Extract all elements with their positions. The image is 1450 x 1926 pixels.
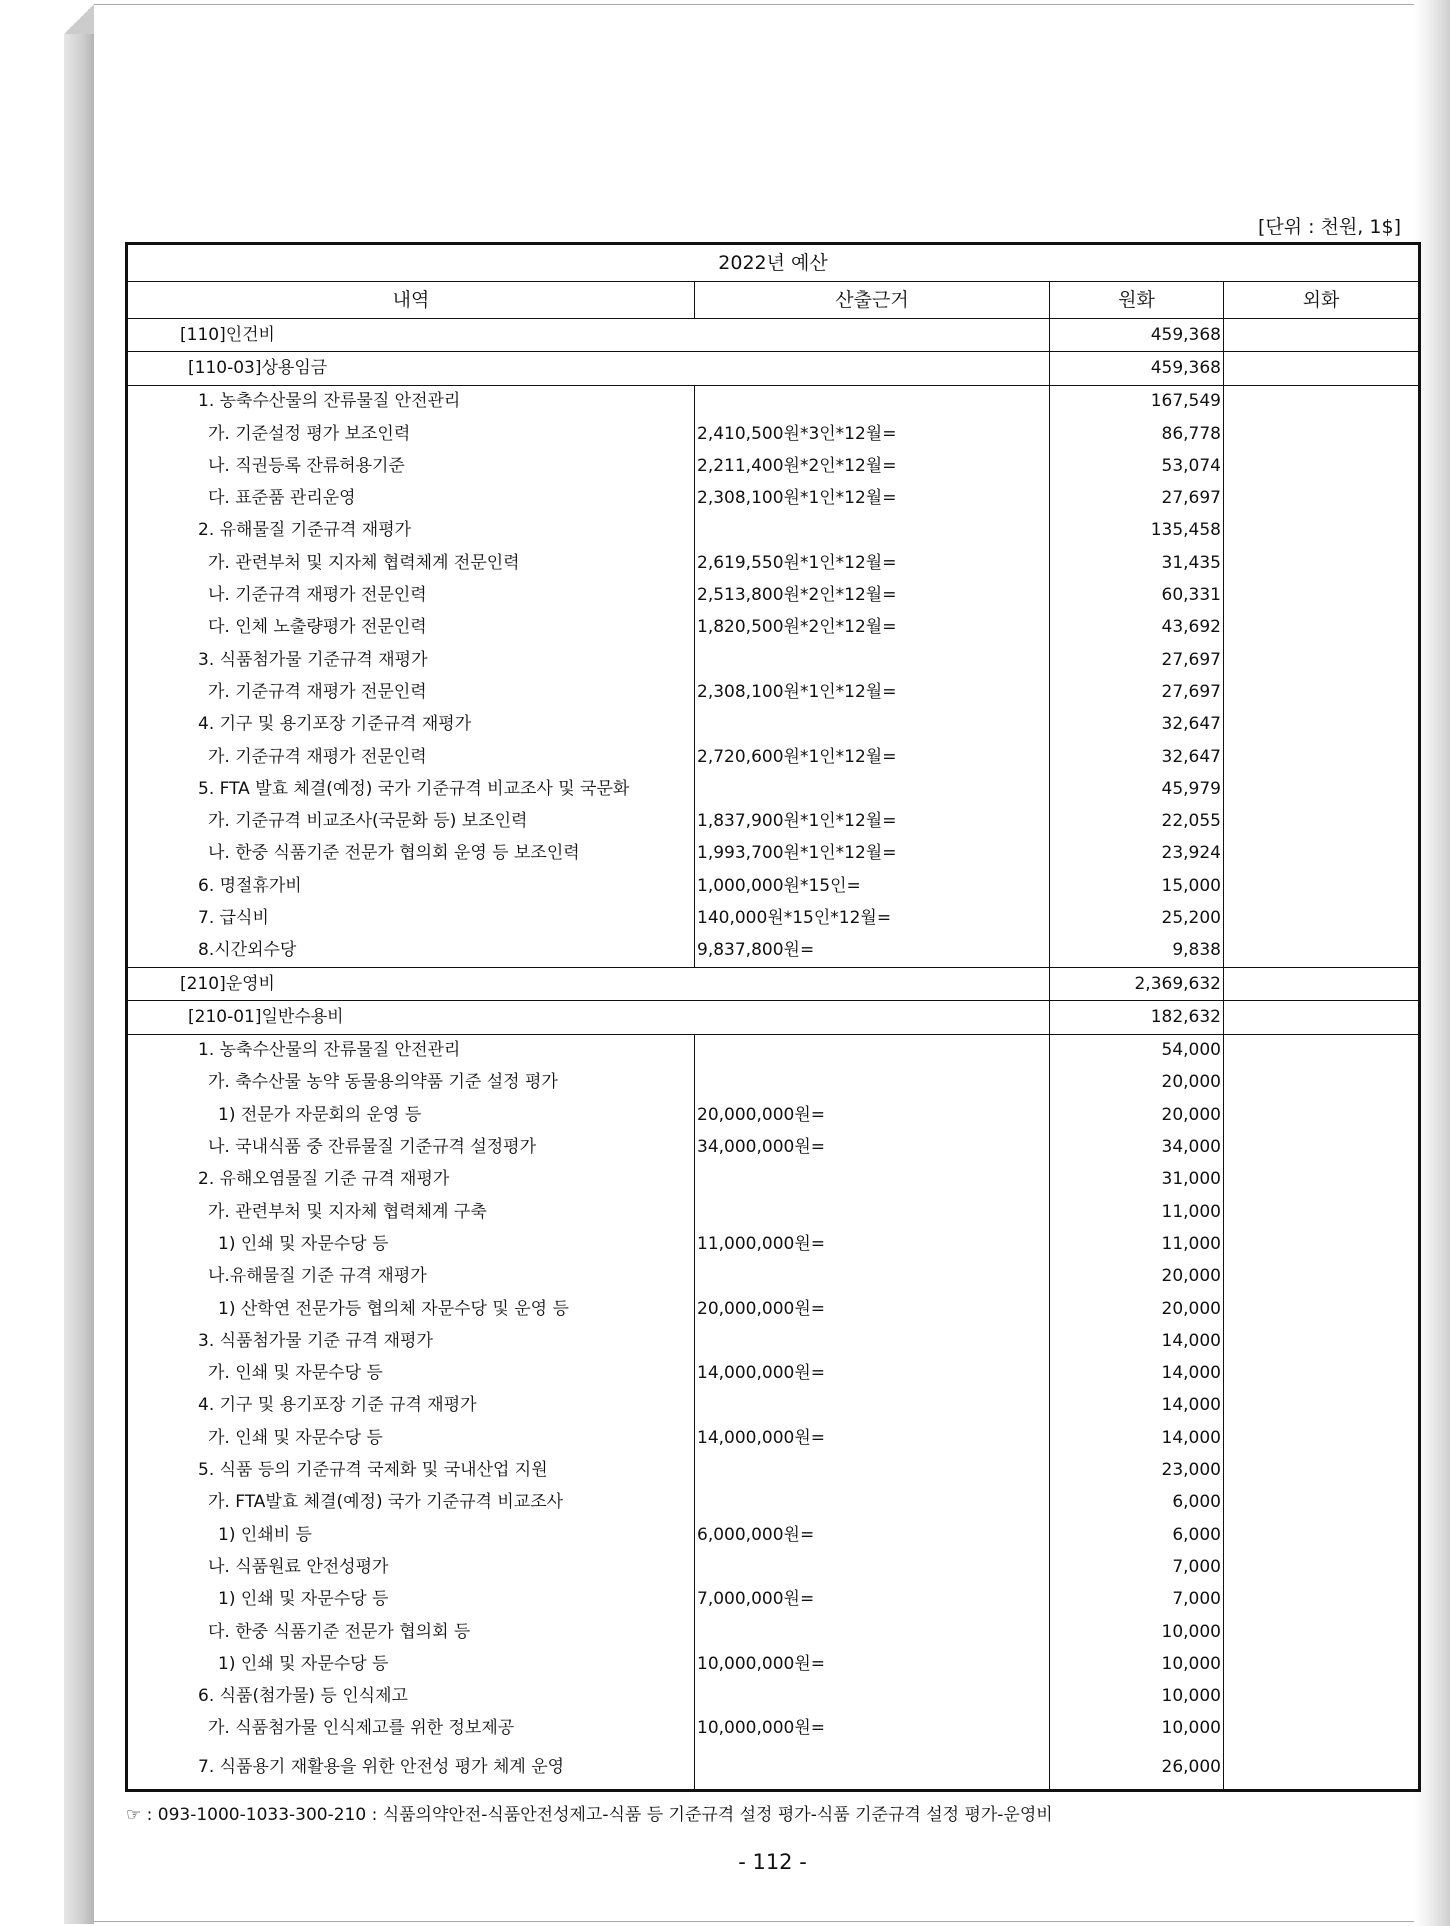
- row-amount-krw: 32,647: [1050, 709, 1224, 741]
- row-amount-krw: 60,331: [1050, 579, 1224, 611]
- row-amount-foreign: [1224, 838, 1420, 870]
- table-row: [127, 870, 1420, 902]
- row-amount-krw: 10,000: [1050, 1616, 1224, 1648]
- table-row: [127, 1228, 1420, 1260]
- row-amount-krw: 459,368: [1050, 352, 1224, 385]
- row-basis: [695, 1616, 1050, 1648]
- row-item-label: 6. 명절휴가비: [198, 875, 302, 896]
- row-basis: 1,993,700원*1인*12월=: [695, 838, 1050, 870]
- row-amount-foreign: [1224, 741, 1420, 773]
- row-amount-foreign: [1224, 1067, 1420, 1099]
- row-item-label: 5. 식품 등의 기준규격 국제화 및 국내산업 지원: [198, 1460, 548, 1481]
- row-item-label: 7. 급식비: [198, 907, 269, 928]
- row-amount-krw: 14,000: [1050, 1422, 1224, 1454]
- row-basis: [695, 1067, 1050, 1099]
- row-amount-krw: 27,697: [1050, 644, 1224, 676]
- table-row: [127, 547, 1420, 579]
- row-amount-krw: 6,000: [1050, 1519, 1224, 1551]
- row-item-label: [210]운영비: [127, 967, 1050, 1000]
- budget-table: [125, 242, 1421, 1792]
- row-amount-foreign: [1224, 450, 1420, 482]
- row-item-label: 나. 한중 식품기준 전문가 협의회 운영 등 보조인력: [208, 843, 580, 864]
- table-row: [127, 1680, 1420, 1712]
- table-row: [127, 1551, 1420, 1583]
- row-amount-foreign: [1224, 1680, 1420, 1712]
- row-amount-foreign: [1224, 1325, 1420, 1357]
- row-basis: 140,000원*15인*12월=: [695, 902, 1050, 934]
- header-basis: 산출근거: [695, 282, 1050, 319]
- budget-table-body: [127, 319, 1420, 1791]
- row-basis: 20,000,000원=: [695, 1099, 1050, 1131]
- table-row: [127, 967, 1420, 1000]
- row-basis: 14,000,000원=: [695, 1358, 1050, 1390]
- header-foreign: 외화: [1224, 282, 1420, 319]
- row-basis: [695, 773, 1050, 805]
- row-amount-foreign: [1224, 319, 1420, 352]
- row-item-label: 1. 농축수산물의 잔류물질 안전관리: [127, 385, 695, 418]
- row-amount-foreign: [1224, 418, 1420, 450]
- row-item-label: 1. 농축수산물의 잔류물질 안전관리: [127, 1034, 695, 1067]
- row-amount-krw: 15,000: [1050, 870, 1224, 902]
- row-amount-krw: 14,000: [1050, 1358, 1224, 1390]
- row-amount-foreign: [1224, 1713, 1420, 1745]
- row-amount-foreign: [1224, 1358, 1420, 1390]
- row-item-label: 4. 기구 및 용기포장 기준규격 재평가: [198, 714, 472, 735]
- row-amount-krw: 20,000: [1050, 1261, 1224, 1293]
- row-basis: [695, 1325, 1050, 1357]
- row-basis: 7,000,000원=: [695, 1584, 1050, 1616]
- row-basis: 2,410,500원*3인*12월=: [695, 418, 1050, 450]
- row-basis: 6,000,000원=: [695, 1519, 1050, 1551]
- table-row: [127, 935, 1420, 968]
- row-amount-foreign: [1224, 773, 1420, 805]
- row-basis: 2,211,400원*2인*12월=: [695, 450, 1050, 482]
- row-amount-foreign: [1224, 1551, 1420, 1583]
- row-amount-krw: 6,000: [1050, 1487, 1224, 1519]
- table-row: [127, 1713, 1420, 1745]
- row-basis: [695, 1261, 1050, 1293]
- row-basis: [695, 1680, 1050, 1712]
- row-amount-krw: 20,000: [1050, 1067, 1224, 1099]
- table-row: [127, 1325, 1420, 1357]
- row-amount-krw: 14,000: [1050, 1325, 1224, 1357]
- row-item-label: 2. 유해오염물질 기준 규격 재평가: [198, 1169, 450, 1190]
- row-basis: 1,837,900원*1인*12월=: [695, 805, 1050, 837]
- row-basis: 9,837,800원=: [695, 935, 1050, 968]
- row-item-label: 3. 식품첨가물 기준 규격 재평가: [198, 1330, 433, 1351]
- row-item-label: 다. 표준품 관리운영: [208, 488, 356, 509]
- footnote: ☞ : 093-1000-1033-300-210 : 식품의약안전-식품안전성제고-식품 등 기준규격 설정 평가-식품 기준규격 설정 평가-운영비: [126, 1805, 1053, 1825]
- table-header-row: [127, 282, 1420, 319]
- row-amount-krw: 53,074: [1050, 450, 1224, 482]
- row-amount-foreign: [1224, 385, 1420, 418]
- row-amount-krw: 10,000: [1050, 1680, 1224, 1712]
- row-item-label: 가. 기준규격 비교조사(국문화 등) 보조인력: [208, 811, 528, 832]
- row-item-label: 나. 국내식품 중 잔류물질 기준규격 설정평가: [208, 1137, 537, 1158]
- row-amount-foreign: [1224, 1422, 1420, 1454]
- table-row: [127, 1067, 1420, 1099]
- row-amount-krw: 26,000: [1050, 1745, 1224, 1791]
- row-amount-foreign: [1224, 870, 1420, 902]
- row-item-label: 다. 한중 식품기준 전문가 협의회 등: [208, 1621, 471, 1642]
- row-amount-foreign: [1224, 805, 1420, 837]
- row-amount-krw: 20,000: [1050, 1099, 1224, 1131]
- table-row: [127, 838, 1420, 870]
- table-row: [127, 352, 1420, 385]
- row-amount-foreign: [1224, 1131, 1420, 1163]
- row-amount-foreign: [1224, 515, 1420, 547]
- row-amount-foreign: [1224, 1293, 1420, 1325]
- row-basis: 20,000,000원=: [695, 1293, 1050, 1325]
- table-row: [127, 1034, 1420, 1067]
- row-amount-krw: 11,000: [1050, 1196, 1224, 1228]
- row-basis: 14,000,000원=: [695, 1422, 1050, 1454]
- table-row: [127, 1616, 1420, 1648]
- row-amount-krw: 10,000: [1050, 1713, 1224, 1745]
- table-row: [127, 1584, 1420, 1616]
- table-row: [127, 450, 1420, 482]
- book-left-edge: [64, 4, 94, 1924]
- row-item-label: 7. 식품용기 재활용을 위한 안전성 평가 체계 운영: [198, 1756, 565, 1777]
- row-amount-foreign: [1224, 1390, 1420, 1422]
- table-row: [127, 515, 1420, 547]
- row-amount-foreign: [1224, 935, 1420, 968]
- row-basis: 2,720,600원*1인*12월=: [695, 741, 1050, 773]
- row-basis: [695, 1487, 1050, 1519]
- table-row: [127, 709, 1420, 741]
- row-basis: [695, 1454, 1050, 1486]
- table-row: [127, 418, 1420, 450]
- row-item-label: 가. 축수산물 농약 동물용의약품 기준 설정 평가: [208, 1072, 558, 1093]
- table-row: [127, 1454, 1420, 1486]
- table-row: [127, 1196, 1420, 1228]
- row-amount-foreign: [1224, 676, 1420, 708]
- row-item-label: 다. 인체 노출량평가 전문인력: [208, 617, 427, 638]
- row-item-label: 가. 기준규격 재평가 전문인력: [208, 681, 427, 702]
- table-row: [127, 1648, 1420, 1680]
- row-item-label: 8.시간외수당: [198, 940, 297, 961]
- row-amount-foreign: [1224, 1454, 1420, 1486]
- row-amount-krw: 43,692: [1050, 612, 1224, 644]
- row-item-label: 가. 관련부처 및 지자체 협력체계 전문인력: [208, 552, 520, 573]
- row-item-label: 3. 식품첨가물 기준규격 재평가: [198, 649, 428, 670]
- row-amount-krw: 31,000: [1050, 1164, 1224, 1196]
- row-basis: 2,308,100원*1인*12월=: [695, 482, 1050, 514]
- table-row: [127, 1131, 1420, 1163]
- row-amount-krw: 14,000: [1050, 1390, 1224, 1422]
- row-amount-krw: 135,458: [1050, 515, 1224, 547]
- table-row: [127, 1099, 1420, 1131]
- row-item-label: 1) 인쇄비 등: [218, 1524, 312, 1545]
- row-basis: 2,619,550원*1인*12월=: [695, 547, 1050, 579]
- table-row: [127, 579, 1420, 611]
- row-item-label: 1) 전문가 자문회의 운영 등: [218, 1104, 422, 1125]
- table-row: [127, 1358, 1420, 1390]
- row-amount-krw: 27,697: [1050, 676, 1224, 708]
- row-amount-foreign: [1224, 1616, 1420, 1648]
- unit-label: [단위 : 천원, 1$]: [1258, 216, 1401, 238]
- table-row: [127, 741, 1420, 773]
- header-krw: 원화: [1050, 282, 1224, 319]
- row-amount-foreign: [1224, 1164, 1420, 1196]
- row-item-label: 1) 인쇄 및 자문수당 등: [218, 1653, 389, 1674]
- row-amount-krw: 459,368: [1050, 319, 1224, 352]
- row-amount-krw: 11,000: [1050, 1228, 1224, 1260]
- row-item-label: 가. 기준설정 평가 보조인력: [208, 423, 411, 444]
- row-item-label: 가. FTA발효 체결(예정) 국가 기준규격 비교조사: [208, 1492, 564, 1513]
- table-row: [127, 773, 1420, 805]
- row-amount-krw: 34,000: [1050, 1131, 1224, 1163]
- row-amount-foreign: [1224, 644, 1420, 676]
- row-amount-krw: 23,924: [1050, 838, 1224, 870]
- row-basis: [695, 1034, 1050, 1067]
- table-row: [127, 1001, 1420, 1034]
- row-item-label: [210-01]일반수용비: [127, 1001, 1050, 1034]
- table-row: [127, 1487, 1420, 1519]
- row-amount-foreign: [1224, 1196, 1420, 1228]
- table-row: [127, 1261, 1420, 1293]
- row-amount-krw: 167,549: [1050, 385, 1224, 418]
- row-item-label: [110]인건비: [127, 319, 1050, 352]
- row-amount-foreign: [1224, 612, 1420, 644]
- row-amount-foreign: [1224, 1648, 1420, 1680]
- row-amount-foreign: [1224, 967, 1420, 1000]
- table-row: [127, 1164, 1420, 1196]
- row-basis: 2,513,800원*2인*12월=: [695, 579, 1050, 611]
- row-basis: [695, 515, 1050, 547]
- row-amount-foreign: [1224, 482, 1420, 514]
- table-row: [127, 902, 1420, 934]
- row-amount-krw: 7,000: [1050, 1551, 1224, 1583]
- row-amount-foreign: [1224, 1519, 1420, 1551]
- row-item-label: 가. 인쇄 및 자문수당 등: [208, 1427, 383, 1448]
- row-amount-foreign: [1224, 579, 1420, 611]
- row-basis: 1,820,500원*2인*12월=: [695, 612, 1050, 644]
- table-row: [127, 612, 1420, 644]
- table-row: [127, 482, 1420, 514]
- table-row: [127, 1422, 1420, 1454]
- table-title-row: [127, 244, 1420, 282]
- table-row: [127, 676, 1420, 708]
- row-basis: [695, 385, 1050, 418]
- row-amount-krw: 22,055: [1050, 805, 1224, 837]
- row-amount-foreign: [1224, 709, 1420, 741]
- row-amount-krw: 31,435: [1050, 547, 1224, 579]
- table-title: 2022년 예산: [127, 244, 1420, 282]
- row-amount-krw: 27,697: [1050, 482, 1224, 514]
- row-basis: [695, 1164, 1050, 1196]
- table-row: [127, 319, 1420, 352]
- row-basis: 1,000,000원*15인=: [695, 870, 1050, 902]
- row-amount-krw: 23,000: [1050, 1454, 1224, 1486]
- row-amount-krw: 2,369,632: [1050, 967, 1224, 1000]
- row-amount-krw: 86,778: [1050, 418, 1224, 450]
- row-basis: [695, 644, 1050, 676]
- row-amount-krw: 182,632: [1050, 1001, 1224, 1034]
- row-item-label: 나. 직권등록 잔류허용기준: [208, 455, 405, 476]
- row-item-label: 가. 식품첨가물 인식제고를 위한 정보제공: [208, 1718, 515, 1739]
- row-item-label: 가. 인쇄 및 자문수당 등: [208, 1363, 383, 1384]
- row-amount-foreign: [1224, 1261, 1420, 1293]
- row-item-label: 5. FTA 발효 체결(예정) 국가 기준규격 비교조사 및 국문화: [198, 778, 630, 799]
- table-row: [127, 1390, 1420, 1422]
- row-amount-foreign: [1224, 1001, 1420, 1034]
- row-amount-krw: 10,000: [1050, 1648, 1224, 1680]
- row-amount-foreign: [1224, 1584, 1420, 1616]
- row-basis: 34,000,000원=: [695, 1131, 1050, 1163]
- row-amount-krw: 7,000: [1050, 1584, 1224, 1616]
- row-amount-krw: 25,200: [1050, 902, 1224, 934]
- row-item-label: [110-03]상용임금: [127, 352, 1050, 385]
- row-basis: [695, 709, 1050, 741]
- row-item-label: 나.유해물질 기준 규격 재평가: [208, 1266, 427, 1287]
- row-amount-foreign: [1224, 352, 1420, 385]
- row-basis: [695, 1196, 1050, 1228]
- row-amount-krw: 45,979: [1050, 773, 1224, 805]
- row-item-label: 나. 식품원료 안전성평가: [208, 1556, 389, 1577]
- row-basis: 10,000,000원=: [695, 1648, 1050, 1680]
- row-amount-foreign: [1224, 902, 1420, 934]
- row-basis: [695, 1551, 1050, 1583]
- row-item-label: 1) 인쇄 및 자문수당 등: [218, 1589, 389, 1610]
- row-amount-krw: 32,647: [1050, 741, 1224, 773]
- row-basis: 2,308,100원*1인*12월=: [695, 676, 1050, 708]
- row-basis: [695, 1745, 1050, 1791]
- row-amount-foreign: [1224, 1487, 1420, 1519]
- table-row: [127, 1745, 1420, 1791]
- page-number: - 112 -: [738, 1850, 807, 1874]
- header-item: 내역: [127, 282, 695, 319]
- row-item-label: 가. 기준규격 재평가 전문인력: [208, 746, 427, 767]
- row-amount-krw: 54,000: [1050, 1034, 1224, 1067]
- row-item-label: 가. 관련부처 및 지자체 협력체계 구축: [208, 1201, 487, 1222]
- row-basis: 11,000,000원=: [695, 1228, 1050, 1260]
- row-item-label: 1) 산학연 전문가등 협의체 자문수당 및 운영 등: [218, 1298, 569, 1319]
- row-item-label: 6. 식품(첨가물) 등 인식제고: [198, 1686, 408, 1707]
- row-amount-krw: 20,000: [1050, 1293, 1224, 1325]
- table-row: [127, 1519, 1420, 1551]
- row-item-label: 2. 유해물질 기준규격 재평가: [198, 520, 412, 541]
- row-amount-foreign: [1224, 547, 1420, 579]
- row-amount-krw: 9,838: [1050, 935, 1224, 968]
- table-row: [127, 385, 1420, 418]
- row-basis: [695, 1390, 1050, 1422]
- row-amount-foreign: [1224, 1099, 1420, 1131]
- table-row: [127, 1293, 1420, 1325]
- row-item-label: 나. 기준규격 재평가 전문인력: [208, 585, 427, 606]
- row-amount-foreign: [1224, 1034, 1420, 1067]
- table-row: [127, 805, 1420, 837]
- row-amount-foreign: [1224, 1228, 1420, 1260]
- row-basis: 10,000,000원=: [695, 1713, 1050, 1745]
- table-row: [127, 644, 1420, 676]
- row-amount-foreign: [1224, 1745, 1420, 1791]
- row-item-label: 1) 인쇄 및 자문수당 등: [218, 1233, 389, 1254]
- row-item-label: 4. 기구 및 용기포장 기준 규격 재평가: [198, 1395, 477, 1416]
